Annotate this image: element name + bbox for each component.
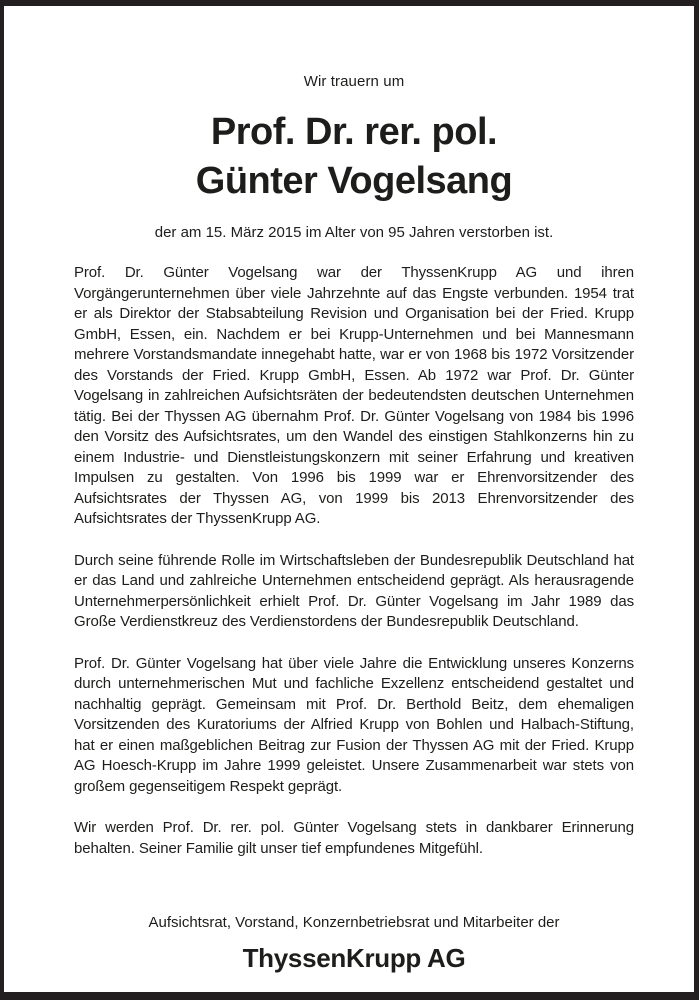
- obituary-paragraph-career: Prof. Dr. Günter Vogelsang war der ThyssenKrupp AG und ihren Vorgängerunternehmen über viele Jahrzehnte auf das Engste verbunden. 1954 trat er als Direktor der Stabsabteilung Revision und Organisation bei der Fried. Krupp GmbH, Essen, ein. Nachdem er bei Krupp-Unternehmen und bei Mannesmann mehrere Vorstandsmandate innegehabt hatte, war er von 1968 bis 1972 Vorsitzender des Vorstands der Fried. Krupp GmbH, Essen. Ab 1972 war Prof. Dr. Günter Vogelsang in zahlreichen Aufsichtsräten der bedeutendsten deutschen Unternehmen tätig. Bei der Thyssen AG übernahm Prof. Dr. Günter Vogelsang von 1984 bis 1996 den Vorsitz des Aufsichtsrates, um den Wandel des einstigen Stahlkonzerns hin zu einem Industrie- und Dienstleistungskonzern mit seiner Erfahrung und kreativen Impulsen zu gestalten. Von 1996 bis 1999 war er Ehrenvorsitzender des Aufsichtsrates der Thyssen AG, von 1999 bis 2013 Ehrenvorsitzender des Aufsichtsrates der ThyssenKrupp AG.: [74, 264, 634, 527]
- obituary-paragraph-legacy: Prof. Dr. Günter Vogelsang hat über viele Jahre die Entwicklung unseres Konzerns durch unternehmerischen Mut und fachliche Exzellenz entscheidend gestaltet und nachhaltig geprägt. Gemeinsam mit Prof. Dr. Berthold Beitz, dem ehemaligen Vorsitzenden des Kuratoriums der Alfried Krupp von Bohlen und Halbach-Stiftung, hat er einen maßgeblichen Beitrag zur Fusion der Thyssen AG mit der Fried. Krupp AG Hoesch-Krupp im Jahre 1999 geleistet. Unsere Zusammenarbeit war stets von großem gegenseitigem Respekt geprägt.: [74, 654, 634, 795]
- deceased-title-block: [74, 108, 634, 206]
- deceased-name: Günter Vogelsang: [195, 160, 513, 202]
- death-date-line: der am 15. März 2015 im Alter von 95 Jahren verstorben ist.: [154, 224, 554, 241]
- obituary-paragraph-condolence: Wir werden Prof. Dr. rer. pol. Günter Vogelsang stets in dankbarer Erinnerung behalten. Seiner Familie gilt unser tief empfundenes Mitgefühl.: [74, 819, 634, 857]
- deceased-academic-title: Prof. Dr. rer. pol.: [210, 111, 498, 153]
- obituary-paragraph-honors: Durch seine führende Rolle im Wirtschaftsleben der Bundesrepublik Deutschland hat er das Land und zahlreiche Unternehmen entscheidend geprägt. Als herausragende Unternehmerpersönlichkeit erhielt Prof. Dr. Günter Vogelsang im Jahr 1989 das Große Verdienstkreuz des Verdienstordens der Bundesrepublik Deutschland.: [74, 551, 634, 630]
- intro-line: Wir trauern um: [303, 73, 405, 90]
- company-signature: ThyssenKrupp AG: [242, 943, 466, 973]
- obituary-content: [4, 6, 694, 974]
- signatories-line: Aufsichtsrat, Vorstand, Konzernbetriebsrat und Mitarbeiter der: [148, 914, 560, 931]
